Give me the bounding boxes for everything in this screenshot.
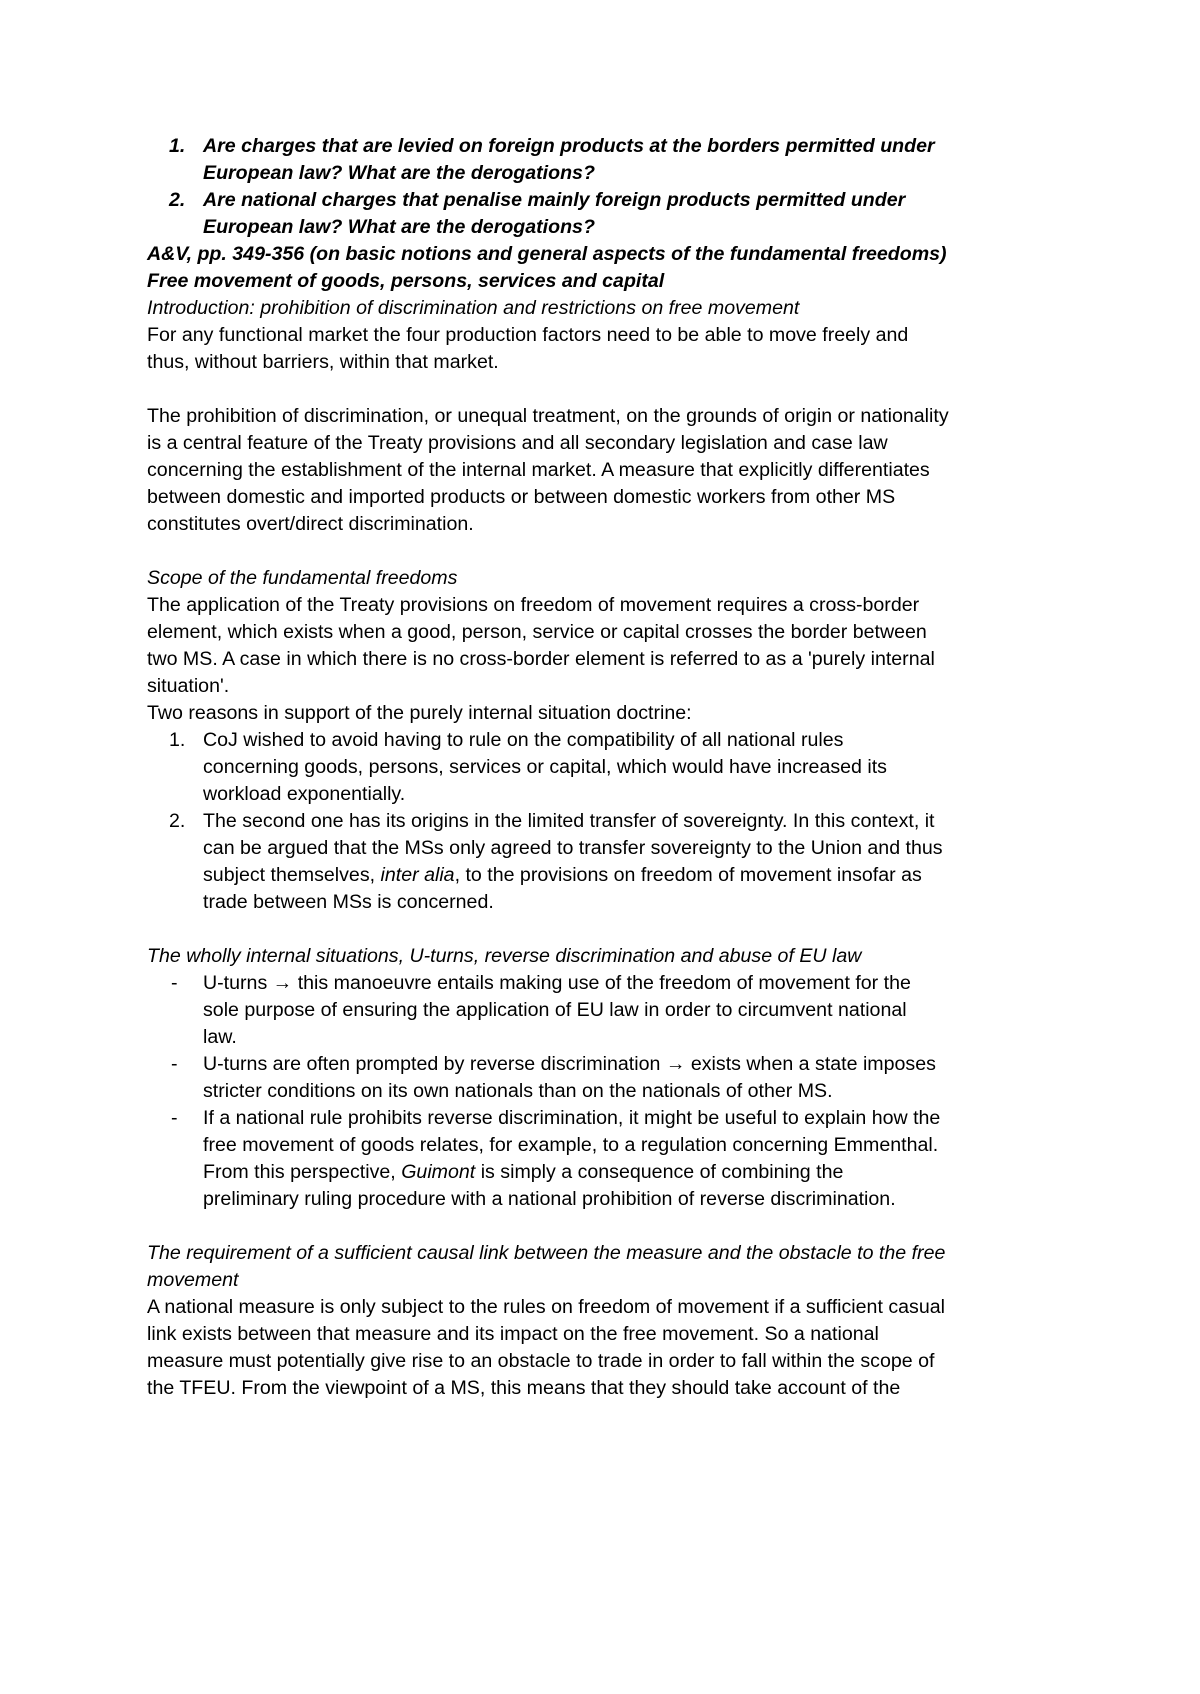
numbered-item (147, 808, 1067, 916)
paragraph (147, 592, 1067, 727)
text-line: sole purpose of ensuring the application of EU law in order to circumvent national (203, 999, 907, 1021)
blank-line (147, 916, 1067, 943)
text-line: The application of the Treaty provisions on freedom of movement requires a cross-border (147, 594, 920, 616)
text-line: A national measure is only subject to the rules on freedom of movement if a sufficient casual (147, 1296, 945, 1318)
paragraph (147, 322, 1067, 376)
text-line: For any functional market the four production factors need to be able to move freely and (147, 324, 909, 346)
list-marker: 1. (169, 729, 186, 751)
text-line: Free movement of goods, persons, services and capital (147, 270, 665, 292)
list-marker: 2. (169, 189, 186, 211)
text-line: European law? What are the derogations? (203, 162, 595, 184)
text-line: The second one has its origins in the limited transfer of sovereignty. In this context, it (203, 810, 935, 832)
text-line: the TFEU. From the viewpoint of a MS, this means that they should take account of the (147, 1377, 901, 1399)
text-line: two MS. A case in which there is no cross-border element is referred to as a 'purely internal (147, 648, 935, 670)
blank-line (147, 376, 1067, 403)
text-line: Are national charges that penalise mainly foreign products permitted under (203, 189, 906, 211)
text-line: The requirement of a sufficient causal link between the measure and the obstacle to the free (147, 1242, 946, 1264)
text-line: trade between MSs is concerned. (203, 891, 494, 913)
bullet-item (147, 1051, 1067, 1105)
list-marker: 1. (169, 135, 186, 157)
bullet-item (147, 1105, 1067, 1213)
text-line: Two reasons in support of the purely internal situation doctrine: (147, 702, 692, 724)
text-line: Scope of the fundamental freedoms (147, 567, 458, 589)
bold-heading (147, 268, 1067, 295)
italic-term: inter alia (380, 864, 455, 886)
numbered-item (147, 133, 1067, 187)
text-line (203, 862, 1067, 889)
text-line: movement (147, 1269, 239, 1291)
blank-line (147, 538, 1067, 565)
section-heading (147, 943, 1067, 970)
numbered-item (147, 727, 1067, 808)
text-line: element, which exists when a good, person, service or capital crosses the border between (147, 621, 927, 643)
text-line: stricter conditions on its own nationals than on the nationals of other MS. (203, 1080, 833, 1102)
list-marker: - (171, 1107, 178, 1129)
document-page (147, 133, 1067, 1402)
text-line: can be argued that the MSs only agreed to transfer sovereignty to the Union and thus (203, 837, 943, 859)
list-marker: - (171, 972, 178, 994)
text-line: situation'. (147, 675, 230, 697)
text-line: between domestic and imported products or between domestic workers from other MS (147, 486, 896, 508)
list-marker: 2. (169, 810, 186, 832)
section-heading (147, 565, 1067, 592)
text-line: The prohibition of discrimination, or unequal treatment, on the grounds of origin or nationality (147, 405, 949, 427)
text-segment: , to the provisions on freedom of movement insofar as (454, 864, 922, 886)
text-segment: is simply a consequence of combining the (475, 1161, 844, 1183)
text-line: free movement of goods relates, for example, to a regulation concerning Emmenthal. (203, 1134, 939, 1156)
bullet-item (147, 970, 1067, 1051)
paragraph (147, 403, 1067, 538)
text-segment: From this perspective, (203, 1161, 402, 1183)
text-line: concerning the establishment of the internal market. A measure that explicitly differentiates (147, 459, 930, 481)
text-line: CoJ wished to avoid having to rule on the compatibility of all national rules (203, 729, 844, 751)
italic-term: Guimont (401, 1161, 476, 1183)
text-line: constitutes overt/direct discrimination. (147, 513, 474, 535)
text-line: thus, without barriers, within that market. (147, 351, 499, 373)
text-line: Introduction: prohibition of discrimination and restrictions on free movement (147, 297, 800, 319)
bold-heading (147, 241, 1067, 268)
blank-line (147, 1213, 1067, 1240)
text-line: If a national rule prohibits reverse discrimination, it might be useful to explain how the (203, 1107, 941, 1129)
text-line: measure must potentially give rise to an obstacle to trade in order to fall within the scope of (147, 1350, 935, 1372)
text-line: U-turns → this manoeuvre entails making use of the freedom of movement for the (203, 972, 911, 994)
text-line: U-turns are often prompted by reverse discrimination → exists when a state imposes (203, 1053, 936, 1075)
text-line: The wholly internal situations, U-turns, reverse discrimination and abuse of EU law (147, 945, 862, 967)
list-marker: - (171, 1053, 178, 1075)
text-segment: subject themselves, (203, 864, 381, 886)
numbered-item (147, 187, 1067, 241)
text-line: law. (203, 1026, 237, 1048)
text-line: concerning goods, persons, services or capital, which would have increased its (203, 756, 887, 778)
text-line: Are charges that are levied on foreign products at the borders permitted under (203, 135, 935, 157)
text-line: European law? What are the derogations? (203, 216, 595, 238)
text-line: preliminary ruling procedure with a national prohibition of reverse discrimination. (203, 1188, 896, 1210)
text-line: is a central feature of the Treaty provisions and all secondary legislation and case law (147, 432, 888, 454)
text-line: link exists between that measure and its impact on the free movement. So a national (147, 1323, 879, 1345)
text-line: A&V, pp. 349-356 (on basic notions and general aspects of the fundamental freedoms) (147, 243, 947, 265)
section-heading (147, 295, 1067, 322)
section-heading (147, 1240, 1067, 1294)
paragraph (147, 1294, 1067, 1402)
text-line: workload exponentially. (203, 783, 406, 805)
text-line (203, 1159, 1067, 1186)
